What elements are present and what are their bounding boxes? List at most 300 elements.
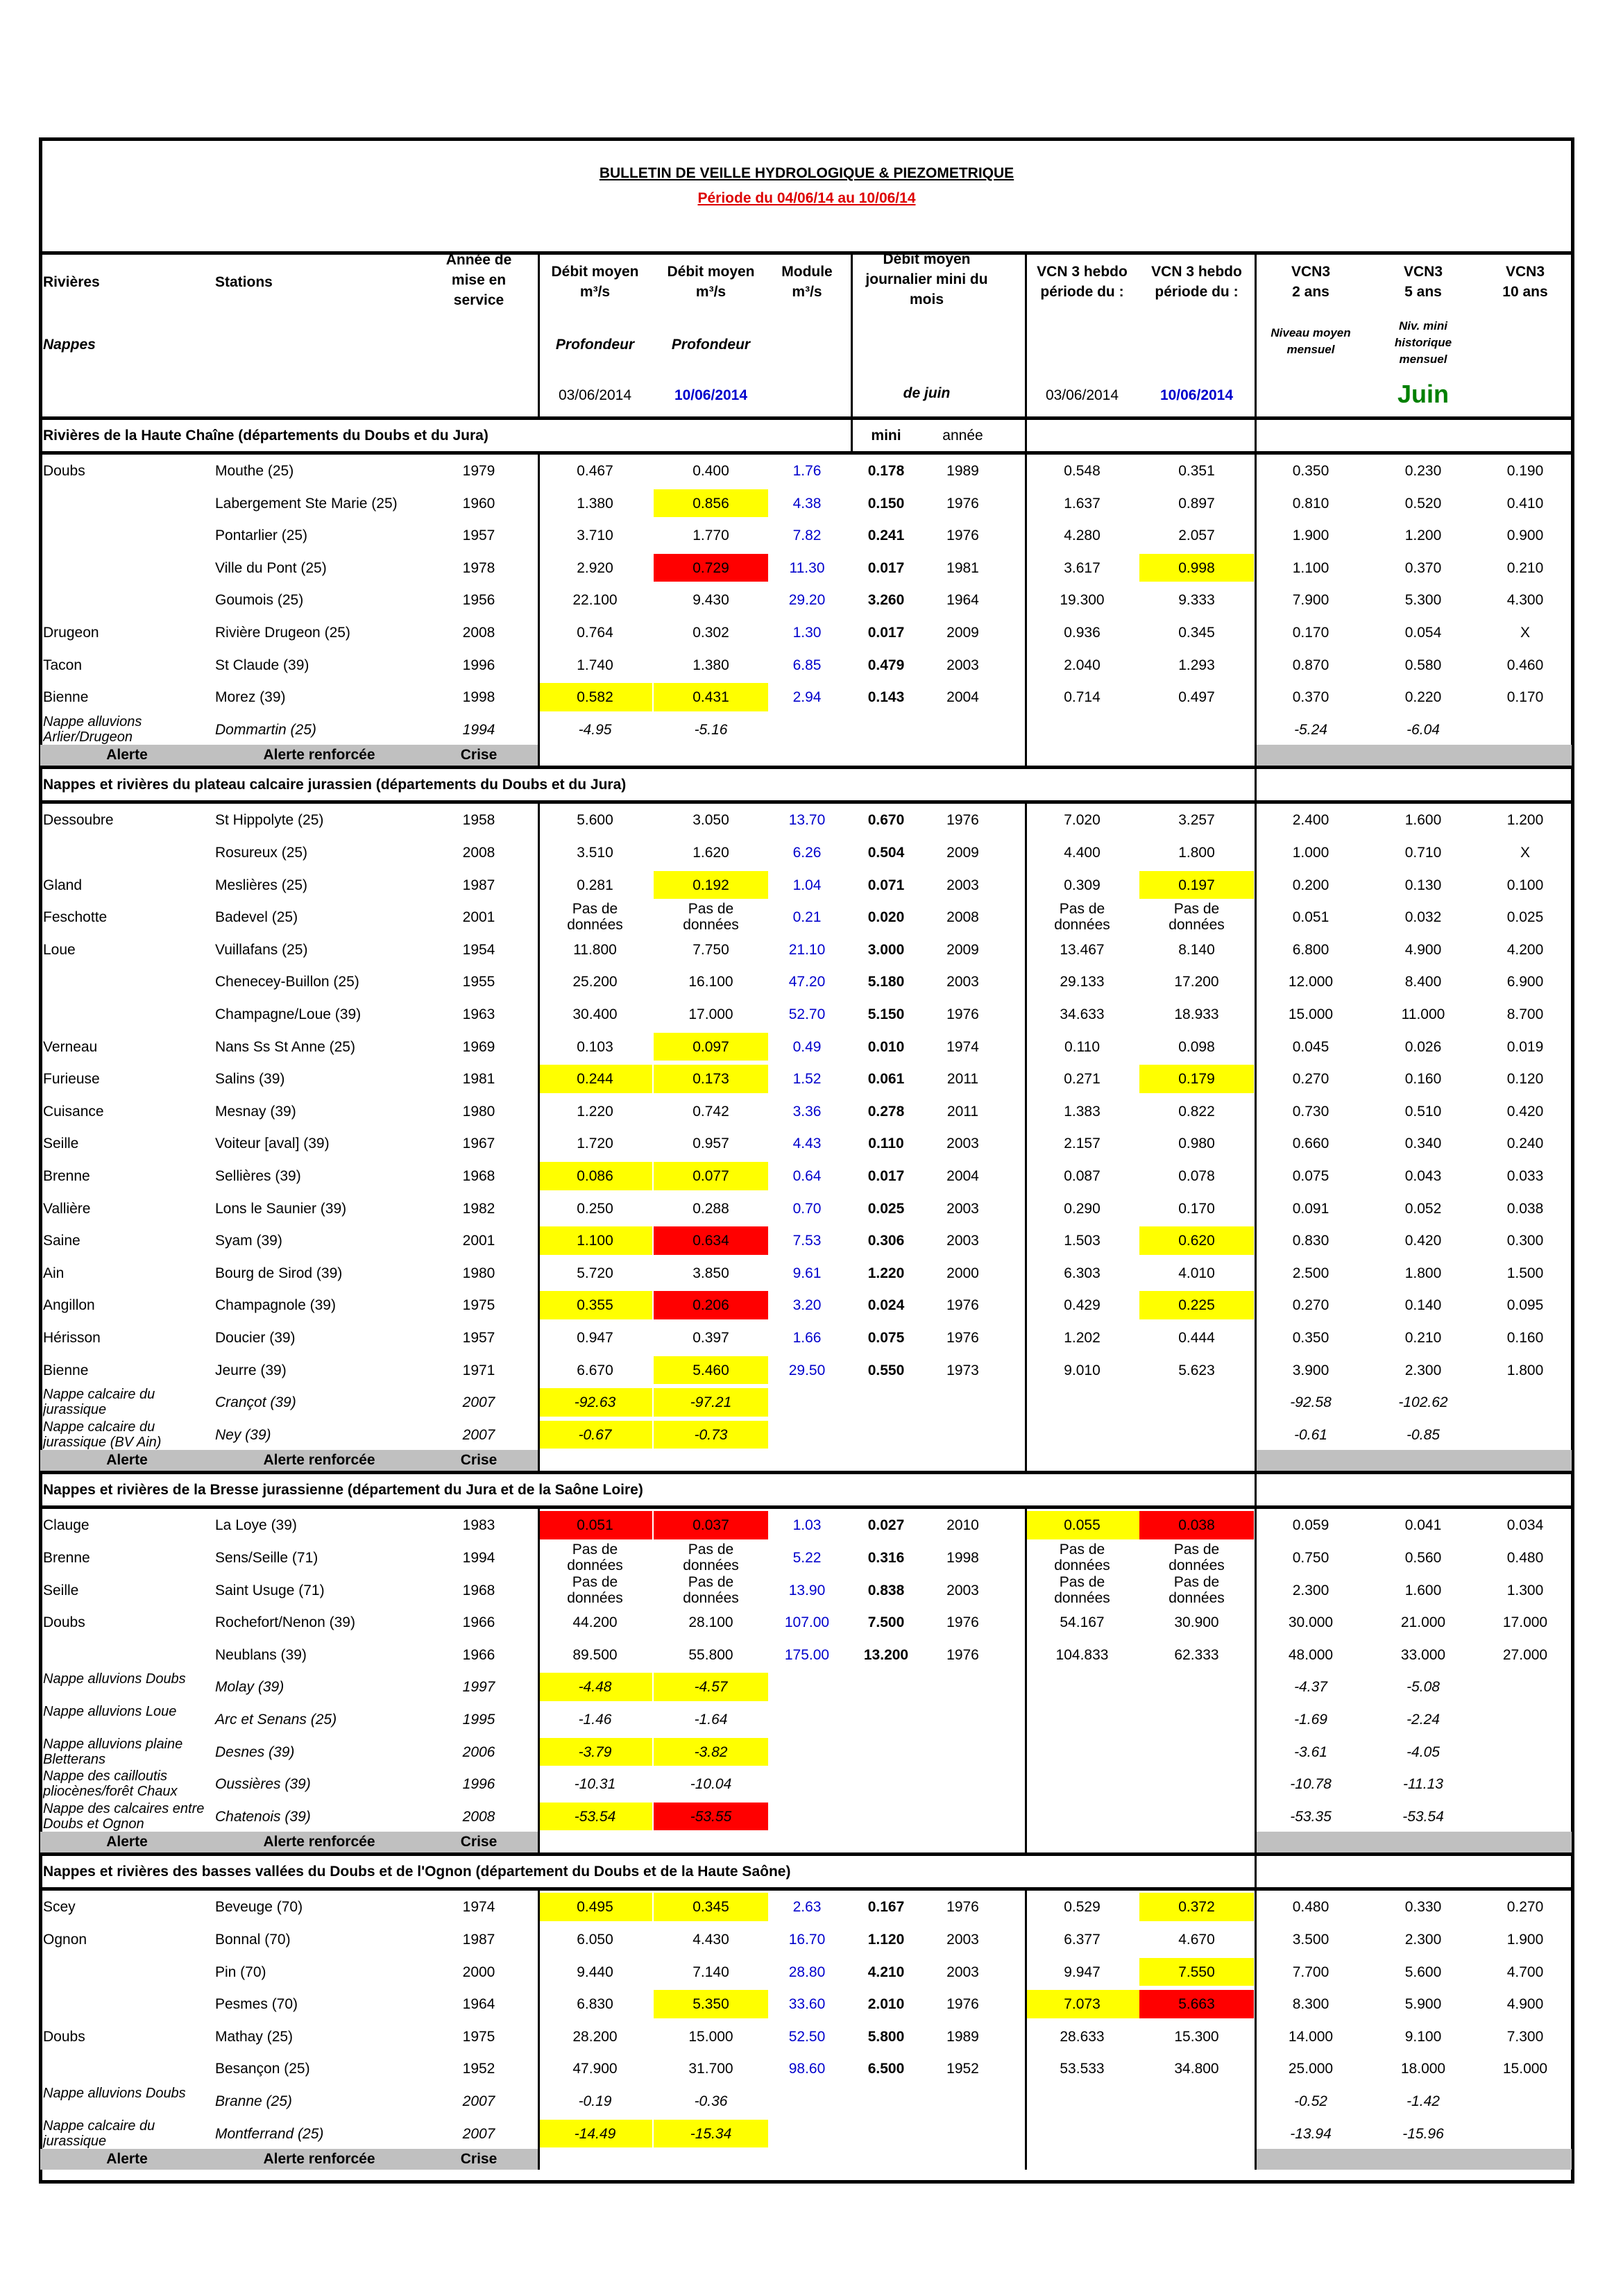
nappe-label: Nappe alluvions Doubs: [43, 1671, 186, 1687]
header-vcn-hebdo-2: VCN 3 hebdo: [1151, 264, 1242, 280]
value-mod: 5.22: [792, 1550, 822, 1566]
header-debit-1: m³/s: [579, 284, 611, 300]
value-min: 1.120: [867, 1932, 905, 1948]
section-divider: [1255, 767, 1257, 802]
station-name: Ville du Pont (25): [215, 559, 327, 576]
value-n10: 0.025: [1506, 909, 1544, 926]
station-name: Dommartin (25): [215, 721, 316, 738]
value-d2: 0.288: [692, 1200, 729, 1217]
value-mod: 16.70: [788, 1932, 826, 1948]
header-profondeur-1: Profondeur: [555, 337, 635, 353]
river-name: Drugeon: [43, 625, 99, 641]
value-min: 0.071: [867, 877, 905, 893]
value-n10: 0.120: [1506, 1071, 1544, 1088]
value-min: 4.210: [867, 1964, 905, 1980]
value-d2: 5.460: [692, 1362, 729, 1378]
legend-gap: [538, 745, 1255, 766]
value-mod: 21.10: [788, 941, 826, 958]
value-d1: 44.200: [572, 1614, 618, 1631]
value-n2: 2.300: [1292, 1582, 1329, 1598]
value-n5: 1.600: [1404, 1582, 1442, 1598]
value-n5: 2.300: [1404, 1932, 1442, 1948]
value-n5: 5.600: [1404, 1964, 1442, 1980]
value-n5: 0.043: [1404, 1168, 1442, 1184]
nappe-label: Nappe calcaire du jurassique: [43, 2118, 155, 2149]
value-n2: 0.830: [1292, 1233, 1329, 1249]
station-name: Branne (25): [215, 2093, 292, 2109]
value-v2: 8.140: [1178, 941, 1215, 958]
value-an: 2008: [462, 1808, 495, 1825]
header-niv-mini: Niv. mini: [1399, 319, 1447, 332]
value-an: 1963: [462, 1006, 495, 1022]
value-n2: 0.370: [1292, 689, 1329, 706]
value-v1: 28.633: [1060, 2028, 1105, 2045]
value-min: 5.180: [867, 974, 905, 990]
value-n5: -4.05: [1407, 1744, 1440, 1760]
value-mod: 2.63: [792, 1899, 822, 1916]
value-mod: 6.85: [792, 657, 822, 673]
value-d1: 1.220: [577, 1103, 613, 1120]
legend-crise: Crise: [460, 2151, 498, 2168]
river-name: Ognon: [43, 1932, 87, 1948]
river-name: Doubs: [43, 1614, 85, 1631]
value-n10: 0.900: [1506, 527, 1544, 544]
river-name: Brenne: [43, 1168, 90, 1184]
no-data-cell: données: [683, 1558, 739, 1573]
header-niveau-moyen: mensuel: [1286, 343, 1335, 356]
value-n5: 1.200: [1404, 527, 1442, 544]
value-mod: 6.26: [792, 845, 822, 861]
value-v1: 2.157: [1064, 1136, 1101, 1152]
header-debit-2: m³/s: [695, 284, 726, 300]
value-n10: 4.900: [1506, 1996, 1544, 2013]
no-data-cell: Pas de: [1059, 901, 1105, 918]
value-n2: 1.100: [1292, 559, 1329, 576]
value-d2: 3.050: [692, 812, 729, 829]
river-name: Seille: [43, 1582, 79, 1598]
river-name: Clauge: [43, 1517, 90, 1534]
value-d2: 0.957: [692, 1136, 729, 1152]
value-d2: 0.742: [692, 1103, 729, 1120]
river-name: Bienne: [43, 1362, 89, 1378]
value-d1: 0.281: [577, 877, 613, 893]
value-n5: -6.04: [1407, 721, 1440, 738]
value-v2: 0.998: [1178, 559, 1215, 576]
value-an: 1956: [462, 592, 495, 609]
value-d1: 11.800: [573, 941, 617, 958]
value-min: 0.024: [867, 1297, 905, 1314]
value-ya: 1976: [946, 1899, 979, 1916]
value-d1: 25.200: [572, 974, 618, 990]
value-n5: 0.420: [1404, 1233, 1442, 1249]
station-name: Rosureux (25): [215, 845, 308, 861]
header-debit-1: Débit moyen: [551, 264, 639, 280]
value-d1: 9.440: [577, 1964, 613, 1980]
value-ya: 2003: [946, 1964, 979, 1980]
value-n10: 8.700: [1506, 1006, 1544, 1022]
river-name: Ain: [43, 1265, 65, 1281]
value-n2: -1.69: [1294, 1712, 1327, 1728]
value-n2: -0.52: [1294, 2093, 1327, 2109]
value-n10: 0.160: [1506, 1330, 1544, 1346]
value-d1: 0.103: [577, 1038, 613, 1055]
section-header-bottom: [40, 1887, 1572, 1891]
value-mod: 1.04: [792, 877, 822, 893]
body-divider: [1025, 451, 1027, 766]
value-ya: 2003: [946, 1136, 979, 1152]
body-divider: [1025, 1505, 1027, 1852]
value-d1: 1.380: [577, 495, 613, 512]
value-mod: 7.82: [792, 527, 822, 544]
value-an: 2008: [462, 625, 495, 641]
value-an: 1966: [462, 1646, 495, 1663]
no-data-cell: Pas de: [1173, 1573, 1220, 1590]
value-d1: 0.086: [577, 1168, 613, 1184]
value-v2: 0.620: [1178, 1233, 1215, 1249]
header-vcn3-5ans: 5 ans: [1404, 284, 1442, 300]
header-divider: [851, 251, 853, 418]
value-n5: -0.85: [1407, 1426, 1440, 1443]
value-n5: 0.140: [1404, 1297, 1442, 1314]
value-v2: 0.822: [1178, 1103, 1215, 1120]
header-date-4: 10/06/2014: [1159, 387, 1234, 403]
value-d2: 15.000: [688, 2028, 733, 2045]
value-n10: 7.300: [1506, 2028, 1544, 2045]
value-ya: 1974: [946, 1038, 979, 1055]
value-n2: 0.810: [1292, 495, 1329, 512]
body-divider: [1025, 1887, 1027, 2170]
value-v1: 7.073: [1064, 1996, 1101, 2013]
value-n10: 0.210: [1506, 559, 1544, 576]
value-d1: -53.54: [574, 1808, 616, 1825]
value-v2: 0.225: [1178, 1297, 1215, 1314]
value-v2: 0.351: [1178, 463, 1215, 479]
value-n10: 0.240: [1506, 1136, 1544, 1152]
value-d2: -1.64: [694, 1712, 728, 1728]
value-n10: 17.000: [1502, 1614, 1548, 1631]
value-d1: -10.31: [574, 1776, 616, 1793]
value-d1: -0.19: [578, 2093, 612, 2109]
value-v2: 0.444: [1178, 1330, 1215, 1346]
value-n2: -13.94: [1290, 2125, 1332, 2142]
value-d1: 0.582: [577, 689, 613, 706]
station-name: Salins (39): [215, 1071, 285, 1088]
value-v2: 5.623: [1178, 1362, 1215, 1378]
value-min: 0.017: [867, 1168, 905, 1184]
value-d2: 0.400: [692, 463, 729, 479]
value-an: 1974: [462, 1899, 495, 1916]
section-separator: [40, 766, 1572, 769]
value-d2: -10.04: [690, 1776, 732, 1793]
value-n10: 4.700: [1506, 1964, 1544, 1980]
value-n2: 0.870: [1292, 657, 1329, 673]
value-n2: 0.750: [1292, 1550, 1329, 1566]
value-n2: 7.900: [1292, 592, 1329, 609]
no-data-cell: données: [683, 1589, 739, 1606]
value-d1: 22.100: [572, 592, 618, 609]
value-d2: -15.34: [690, 2125, 732, 2142]
no-data-cell: données: [1169, 1589, 1225, 1606]
value-d2: 0.037: [692, 1517, 729, 1534]
value-v1: 1.202: [1064, 1330, 1101, 1346]
value-n10: 4.200: [1506, 941, 1544, 958]
value-d1: 2.920: [577, 559, 613, 576]
station-name: St Hippolyte (25): [215, 812, 324, 829]
river-name: Loue: [43, 941, 76, 958]
value-an: 2008: [462, 845, 495, 861]
value-d2: 1.380: [692, 657, 729, 673]
header-divider: [1255, 251, 1257, 418]
value-n2: 0.200: [1292, 877, 1329, 893]
value-n2: 1.900: [1292, 527, 1329, 544]
value-an: 1996: [462, 657, 495, 673]
value-min: 7.500: [867, 1614, 905, 1631]
value-d1: -4.48: [578, 1679, 612, 1696]
value-min: 0.010: [867, 1038, 905, 1055]
value-d2: 7.140: [692, 1964, 729, 1980]
value-n5: 0.052: [1404, 1200, 1442, 1217]
value-v1: 2.040: [1064, 657, 1101, 673]
value-mod: 29.50: [788, 1362, 826, 1378]
value-n5: 0.510: [1404, 1103, 1442, 1120]
value-n10: 0.410: [1506, 495, 1544, 512]
legend-alerte-renforcee: Alerte renforcée: [263, 747, 375, 763]
value-d1: 5.720: [577, 1265, 613, 1281]
value-d2: 7.750: [692, 941, 729, 958]
value-n10: 1.500: [1506, 1265, 1544, 1281]
section-header-bottom: [40, 1505, 1572, 1509]
value-min: 0.025: [867, 1200, 905, 1217]
value-n10: 6.900: [1506, 974, 1544, 990]
value-n5: 0.580: [1404, 657, 1442, 673]
value-ya: 2011: [946, 1071, 979, 1088]
value-n2: -5.24: [1294, 721, 1327, 738]
value-n2: 0.051: [1292, 909, 1329, 926]
value-an: 1966: [462, 1614, 495, 1631]
value-an: 2007: [462, 2093, 495, 2109]
value-an: 1968: [462, 1582, 495, 1598]
value-v1: 29.133: [1060, 974, 1105, 990]
value-d1: 1.100: [577, 1233, 613, 1249]
value-v1: 0.309: [1064, 877, 1101, 893]
station-name: Nans Ss St Anne (25): [215, 1038, 355, 1055]
value-n2: 0.270: [1292, 1297, 1329, 1314]
value-an: 2007: [462, 1426, 495, 1443]
value-ya: 1976: [946, 527, 979, 544]
legend-gap: [538, 1832, 1255, 1852]
value-v1: 0.548: [1064, 463, 1101, 479]
station-name: Pesmes (70): [215, 1996, 298, 2013]
value-min: 0.017: [867, 625, 905, 641]
value-n2: -10.78: [1290, 1776, 1332, 1793]
nappe-label: Nappe alluvions Arlier/Drugeon: [43, 714, 142, 745]
no-data-cell: Pas de: [1173, 901, 1220, 918]
value-an: 1994: [462, 721, 495, 738]
body-divider: [1025, 800, 1027, 1471]
value-d2: 1.620: [692, 845, 729, 861]
value-n5: 0.041: [1404, 1517, 1442, 1534]
section-divider: [851, 418, 853, 453]
no-data-cell: Pas de: [572, 1573, 618, 1590]
value-n10: 0.460: [1506, 657, 1544, 673]
value-ya: 1989: [946, 2028, 979, 2045]
header-bottom: [40, 416, 1572, 420]
value-n2: 0.660: [1292, 1136, 1329, 1152]
value-d2: 0.634: [692, 1233, 729, 1249]
value-min: 0.017: [867, 559, 905, 576]
value-d2: 0.097: [692, 1038, 729, 1055]
value-v1: 0.290: [1064, 1200, 1101, 1217]
value-min: 0.020: [867, 909, 905, 926]
value-n2: 8.300: [1292, 1996, 1329, 2013]
value-d2: -4.57: [694, 1679, 728, 1696]
river-name: Bienne: [43, 689, 89, 706]
value-mod: 28.80: [788, 1964, 826, 1980]
value-d2: 55.800: [688, 1646, 733, 1663]
header-stations: Stations: [215, 274, 273, 290]
station-name: Montferrand (25): [215, 2125, 324, 2142]
page-title: BULLETIN DE VEILLE HYDROLOGIQUE & PIEZOMETRIQUE: [599, 165, 1014, 181]
value-v2: 0.170: [1178, 1200, 1215, 1217]
legend-crise: Crise: [460, 1834, 498, 1850]
value-d2: 28.100: [688, 1614, 733, 1631]
value-d1: 1.740: [577, 657, 613, 673]
station-name: Molay (39): [215, 1679, 284, 1696]
value-n10: 1.200: [1506, 812, 1544, 829]
value-mod: 4.43: [792, 1136, 822, 1152]
value-v1: 13.467: [1060, 941, 1105, 958]
value-mod: 13.90: [788, 1582, 826, 1598]
section-separator: [40, 1471, 1572, 1474]
station-name: Crançot (39): [215, 1394, 296, 1411]
value-n10: 0.034: [1506, 1517, 1544, 1534]
legend-alerte: Alerte: [106, 747, 148, 763]
value-v1: 4.400: [1064, 845, 1101, 861]
header-niveau-moyen: Niveau moyen: [1271, 326, 1351, 339]
value-v1: 6.377: [1064, 1932, 1101, 1948]
value-n2: 0.480: [1292, 1899, 1329, 1916]
section-divider: [1255, 418, 1257, 453]
value-v1: 53.533: [1060, 2061, 1105, 2077]
value-n10: 0.420: [1506, 1103, 1544, 1120]
value-v2: 0.179: [1178, 1071, 1215, 1088]
value-n5: -102.62: [1398, 1394, 1448, 1411]
value-mod: 3.20: [792, 1297, 822, 1314]
value-n5: 1.600: [1404, 812, 1442, 829]
value-d2: 0.192: [692, 877, 729, 893]
value-mod: 1.66: [792, 1330, 822, 1346]
value-min: 3.260: [867, 592, 905, 609]
river-name: Furieuse: [43, 1071, 100, 1088]
value-ya: 2009: [946, 625, 979, 641]
header-vcn-hebdo-1: VCN 3 hebdo: [1037, 264, 1128, 280]
nappe-label: Nappe calcaire du jurassique: [43, 1387, 155, 1418]
no-data-cell: données: [567, 917, 623, 934]
station-name: Rochefort/Nenon (39): [215, 1614, 355, 1631]
value-an: 2007: [462, 2125, 495, 2142]
station-name: Oussières (39): [215, 1776, 311, 1793]
value-d1: 6.830: [577, 1996, 613, 2013]
value-v2: 18.933: [1174, 1006, 1219, 1022]
header-vcn3-2ans: 2 ans: [1292, 284, 1329, 300]
value-d1: 0.495: [577, 1899, 613, 1916]
value-mod: 13.70: [788, 812, 826, 829]
station-name: Champagne/Loue (39): [215, 1006, 362, 1022]
value-n2: 0.059: [1292, 1517, 1329, 1534]
river-name: Doubs: [43, 463, 85, 479]
header-annee: service: [453, 292, 504, 308]
value-d1: -92.63: [574, 1394, 616, 1411]
value-min: 2.010: [867, 1996, 905, 2013]
header-vcn3-10ans: VCN3: [1505, 264, 1545, 280]
header-vcn-hebdo-1: période du :: [1040, 284, 1124, 300]
value-an: 1998: [462, 689, 495, 706]
value-an: 1957: [462, 1330, 495, 1346]
station-name: Jeurre (39): [215, 1362, 287, 1378]
value-n2: 2.500: [1292, 1265, 1329, 1281]
river-name: Angillon: [43, 1297, 95, 1314]
station-name: Mesnay (39): [215, 1103, 296, 1120]
value-an: 1978: [462, 559, 495, 576]
river-name: Cuisance: [43, 1103, 104, 1120]
header-profondeur-2: Profondeur: [671, 337, 751, 353]
value-mod: 9.61: [792, 1265, 822, 1281]
value-d2: 9.430: [692, 592, 729, 609]
value-n5: 0.710: [1404, 845, 1442, 861]
value-n2: -0.61: [1294, 1426, 1327, 1443]
value-n10: 15.000: [1502, 2061, 1548, 2077]
value-ya: 2004: [946, 689, 979, 706]
value-ya: 1976: [946, 1330, 979, 1346]
value-ya: 1976: [946, 1006, 979, 1022]
value-an: 1987: [462, 877, 495, 893]
header-debit-mini: journalier mini du: [865, 271, 988, 287]
value-d2: -0.36: [694, 2093, 728, 2109]
value-n10: 1.900: [1506, 1932, 1544, 1948]
value-n10: 0.019: [1506, 1038, 1544, 1055]
value-n5: 0.560: [1404, 1550, 1442, 1566]
value-min: 0.838: [867, 1582, 905, 1598]
value-min: 0.167: [867, 1899, 905, 1916]
value-min: 0.061: [867, 1071, 905, 1088]
no-data-cell: données: [567, 1558, 623, 1573]
value-ya: 1973: [946, 1362, 979, 1378]
value-d1: -1.46: [578, 1712, 612, 1728]
river-name: Gland: [43, 877, 83, 893]
value-an: 2000: [462, 1964, 495, 1980]
value-min: 0.670: [867, 812, 905, 829]
value-d1: 0.947: [577, 1330, 613, 1346]
value-n5: 5.300: [1404, 592, 1442, 609]
value-d1: 0.244: [577, 1071, 613, 1088]
value-d1: 1.720: [577, 1136, 613, 1152]
value-n5: 0.220: [1404, 689, 1442, 706]
value-d2: 1.770: [692, 527, 729, 544]
value-n5: 0.520: [1404, 495, 1442, 512]
value-n10: 0.480: [1506, 1550, 1544, 1566]
value-v1: 4.280: [1064, 527, 1101, 544]
value-n5: 18.000: [1400, 2061, 1446, 2077]
value-n5: 9.100: [1404, 2028, 1442, 2045]
value-d1: -4.95: [578, 721, 612, 738]
value-min: 0.075: [867, 1330, 905, 1346]
section-header-bottom: [40, 451, 1572, 455]
station-name: Pontarlier (25): [215, 527, 308, 544]
page-period: Période du 04/06/14 au 10/06/14: [697, 190, 916, 206]
value-min: 0.316: [867, 1550, 905, 1566]
value-d2: -3.82: [694, 1744, 728, 1760]
value-min: 0.150: [867, 495, 905, 512]
